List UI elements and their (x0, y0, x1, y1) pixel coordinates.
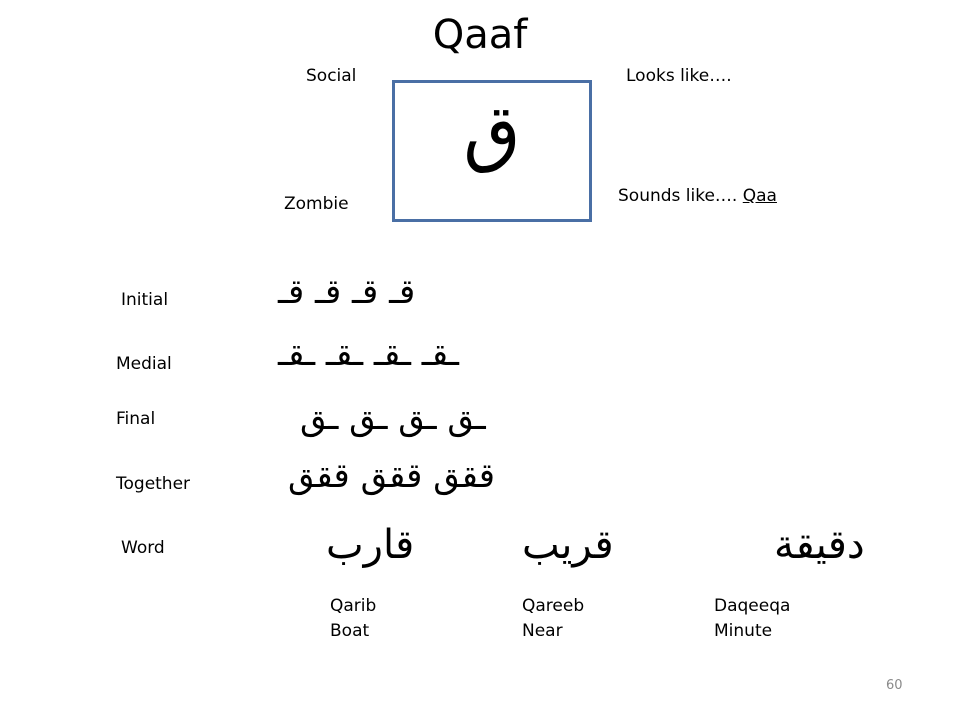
looks-like-label: Looks like…. (626, 66, 732, 86)
word-transliteration: Daqeeqa (714, 596, 791, 616)
forms-together: ققق ققق ققق (288, 456, 496, 496)
row-label-together: Together (116, 474, 191, 494)
word-meaning: Boat (330, 621, 370, 641)
word-meaning: Near (522, 621, 563, 641)
slide-title: Qaaf (432, 12, 528, 58)
row-label-word: Word (121, 538, 165, 558)
word-arabic: قريب (522, 522, 614, 568)
letter-glyph: ق (463, 89, 521, 175)
row-label-initial: Initial (121, 290, 169, 310)
word-arabic: قارب (326, 522, 415, 568)
word-transliteration: Qareeb (522, 596, 585, 616)
forms-medial: ـقـ ـقـ ـقـ ـقـ (278, 334, 459, 374)
social-label: Social (306, 66, 357, 86)
word-transliteration: Qarib (330, 596, 377, 616)
word-gloss (522, 594, 584, 644)
sounds-like-label (618, 186, 777, 206)
forms-initial: قـ قـ قـ قـ (278, 272, 416, 312)
word-arabic: دقيقة (774, 522, 865, 568)
word-gloss (330, 594, 376, 644)
word-gloss (714, 594, 790, 644)
page-number: 60 (886, 678, 903, 693)
word-meaning: Minute (714, 621, 773, 641)
zombie-label: Zombie (284, 194, 349, 214)
forms-final: ـق ـق ـق ـق (300, 398, 486, 438)
sounds-like-text: Sounds like…. (618, 186, 743, 206)
row-label-medial: Medial (116, 354, 172, 374)
sounds-like-value: Qaa (742, 186, 777, 206)
row-label-final: Final (116, 409, 156, 429)
